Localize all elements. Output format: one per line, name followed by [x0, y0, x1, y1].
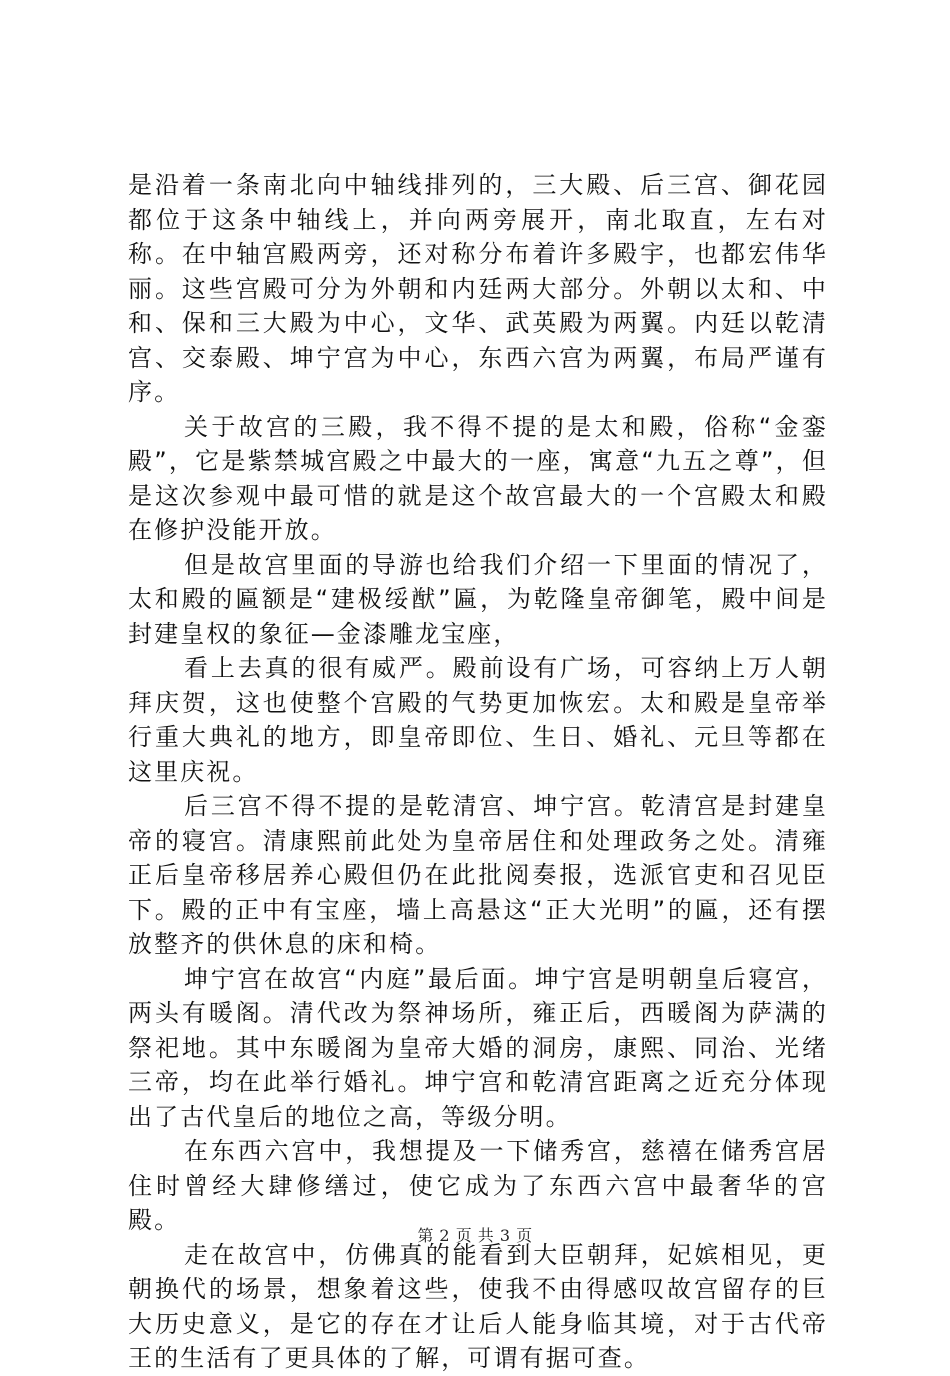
paragraph-2: 关于故宫的三殿，我不得不提的是太和殿，俗称“金銮殿”，它是紫禁城宫殿之中最大的一座，寓意“九五之尊”，但是这次参观中最可惜的就是这个故宫最大的一个宫殿太和殿在修护没能开放。 [128, 412, 828, 544]
paragraph-4: 看上去真的很有威严。殿前设有广场，可容纳上万人朝拜庆贺，这也使整个宫殿的气势更加恢宏。太和殿是皇帝举行重大典礼的地方，即皇帝即位、生日、婚礼、元旦等都在这里庆祝。 [128, 654, 828, 786]
paragraph-1: 是沿着一条南北向中轴线排列的，三大殿、后三宫、御花园都位于这条中轴线上，并向两旁展开，南北取直，左右对称。在中轴宫殿两旁，还对称分布着许多殿宇，也都宏伟华丽。这些宫殿可分为外朝和内廷两大部分。外朝以太和、中和、保和三大殿为中心，文华、武英殿为两翼。内廷以乾清宫、交泰殿、坤宁宫为中心，东西六宫为两翼，布局严谨有序。 [128, 171, 828, 406]
paragraph-7: 在东西六宫中，我想提及一下储秀宫，慈禧在储秀宫居住时曾经大肆修缮过，使它成为了东西六宫中最奢华的宫殿。 [128, 1137, 828, 1234]
paragraph-5: 后三宫不得不提的是乾清宫、坤宁宫。乾清宫是封建皇帝的寝宫。清康熙前此处为皇帝居住和处理政务之处。清雍正后皇帝移居养心殿但仍在此批阅奏报，选派官吏和召见臣下。殿的正中有宝座，墙上高悬这“正大光明”的匾，还有摆放整齐的供休息的床和椅。 [128, 792, 828, 958]
paragraph-3: 但是故宫里面的导游也给我们介绍一下里面的情况了，太和殿的匾额是“建极绥猷”匾，为乾隆皇帝御笔，殿中间是封建皇权的象征—金漆雕龙宝座， [128, 550, 828, 648]
page-number: 第 2 页 共 3 页 [417, 1226, 533, 1245]
page-footer [0, 1226, 950, 1246]
body-text [128, 168, 828, 1376]
paragraph-8: 走在故宫中，仿佛真的能看到大臣朝拜，妃嫔相见，更朝换代的场景，想象着这些，使我不由得感叹故宫留存的巨大历史意义，是它的存在才让后人能身临其境，对于古代帝王的生活有了更具体的了解，可谓有据可查。 [128, 1240, 828, 1372]
paragraph-6: 坤宁宫在故宫“内庭”最后面。坤宁宫是明朝皇后寝宫，两头有暖阁。清代改为祭神场所，雍正后，西暖阁为萨满的祭祀地。其中东暖阁为皇帝大婚的洞房，康熙、同治、光绪三帝，均在此举行婚礼。坤宁宫和乾清宫距离之近充分体现出了古代皇后的地位之高，等级分明。 [128, 964, 828, 1131]
